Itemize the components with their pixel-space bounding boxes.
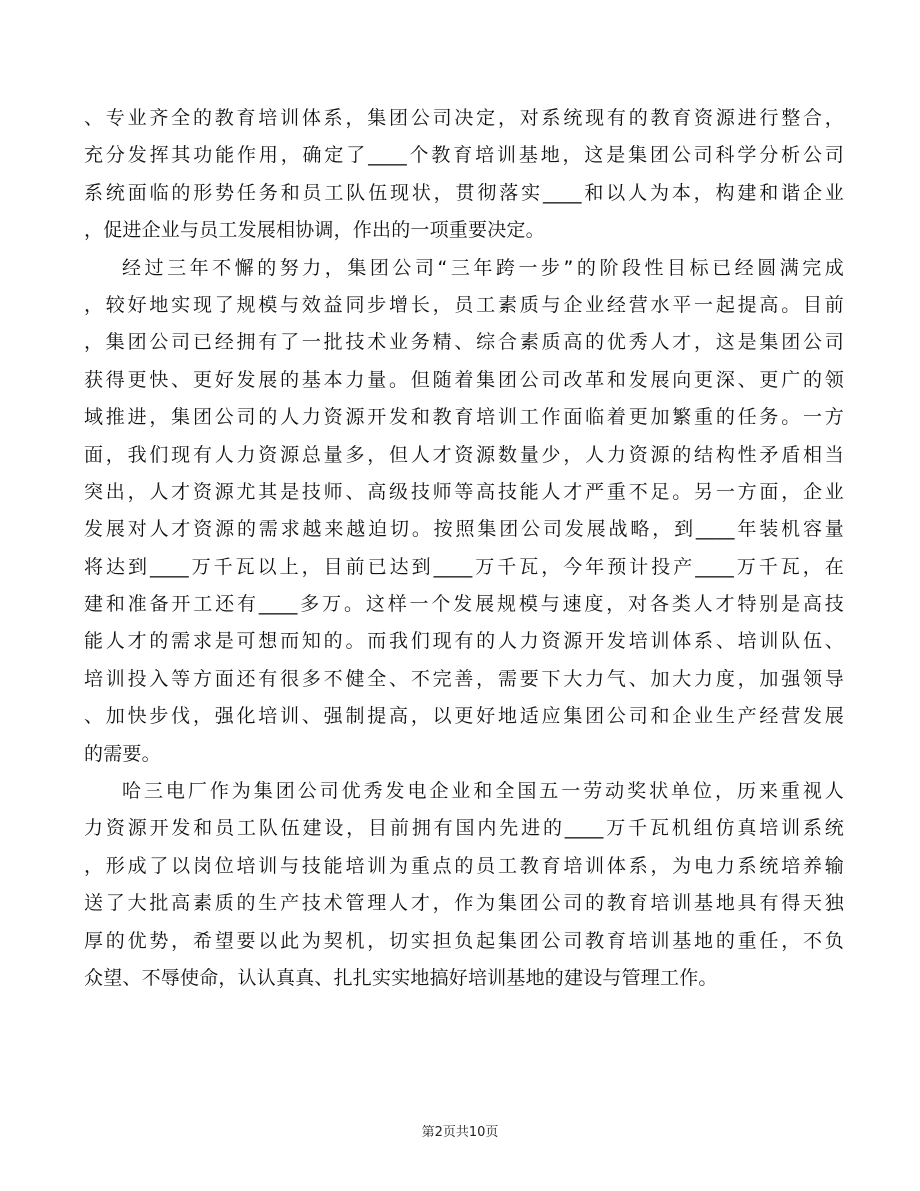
text-line: 充分发挥其功能作用，确定了____个教育培训基地，这是集团公司科学分析公司 [84,144,844,167]
text-line: 系统面临的形势任务和员工队伍现状，贯彻落实____和以人为本，构建和谐企业 [84,181,844,204]
text-line: 力资源开发和员工队伍建设，目前拥有国内先进的____万千瓦机组仿真培训系统 [84,817,844,840]
text-line: ，集团公司已经拥有了一批技术业务精、综合素质高的优秀人才，这是集团公司 [84,331,844,354]
text-line: 突出，人才资源尤其是技师、高级技师等高技能人才严重不足。另一方面，企业 [84,480,844,503]
text-line: 能人才的需求是可想而知的。而我们现有的人力资源开发培训体系、培训队伍、 [84,630,844,653]
text-line: 发展对人才资源的需求越来越迫切。按照集团公司发展战略，到____年装机容量 [84,518,844,541]
text-line: 送了大批高素质的生产技术管理人才，作为集团公司的教育培训基地具有得天独 [84,892,844,915]
text-line: 将达到____万千瓦以上，目前已达到____万千瓦，今年预计投产____万千瓦，在 [84,555,844,578]
text-line: 的需要。 [84,742,161,765]
text-line: ，形成了以岗位培训与技能培训为重点的员工教育培训体系，为电力系统培养输 [84,854,844,877]
text-line: 、加快步伐，强化培训、强制提高，以更好地适应集团公司和企业生产经营发展 [84,705,844,728]
text-line: 经过三年不懈的努力，集团公司“三年跨一步”的阶段性目标已经圆满完成 [122,256,844,279]
text-line: 域推进，集团公司的人力资源开发和教育培训工作面临着更加繁重的任务。一方 [84,406,844,429]
text-line: 哈三电厂作为集团公司优秀发电企业和全国五一劳动奖状单位，历来重视人 [122,780,844,803]
text-line: 培训投入等方面还有很多不健全、不完善，需要下大力气、加大力度，加强领导 [84,667,844,690]
text-line: 、专业齐全的教育培训体系，集团公司决定，对系统现有的教育资源进行整合， [84,107,844,129]
text-line: 厚的优势，希望要以此为契机，切实担负起集团公司教育培训基地的重任，不负 [84,929,844,952]
text-line: 众望、不辱使命，认认真真、扎扎实实地搞好培训基地的建设与管理工作。 [84,966,718,989]
text-line: 获得更快、更好发展的基本力量。但随着集团公司改革和发展向更深、更广的领 [84,368,844,391]
text-line: 建和准备开工还有____多万。这样一个发展规模与速度，对各类人才特别是高技 [84,593,844,616]
text-line: ，促进企业与员工发展相协调，作出的一项重要决定。 [84,219,545,242]
page-number-footer: 第2页共10页 [421,1125,499,1140]
text-line: ，较好地实现了规模与效益同步增长，员工素质与企业经营水平一起提高。目前 [84,293,844,316]
document-body [84,100,844,997]
text-line: 面，我们现有人力资源总量多，但人才资源数量少，人力资源的结构性矛盾相当 [84,443,844,466]
